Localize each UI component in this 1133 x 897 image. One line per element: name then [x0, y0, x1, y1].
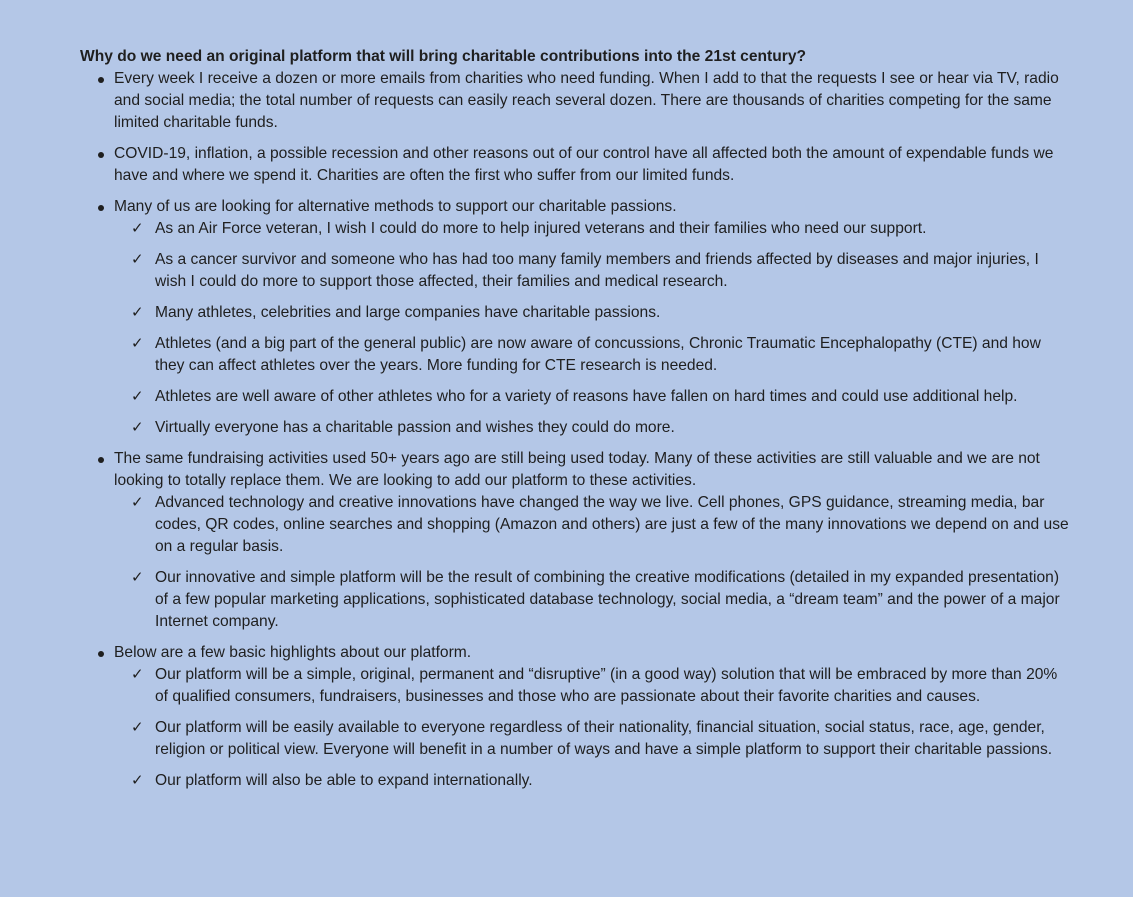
checkmark-icon: ✓ — [131, 494, 144, 511]
bullet-dot-icon — [98, 77, 104, 83]
checkmark-icon: ✓ — [131, 772, 144, 789]
bullet-text: Every week I receive a dozen or more emails from charities who need funding. When I add to that the requests I see or hear via TV, radio and social media; the total number of requests can easily reach several dozen. There are thousands of charities competing for the same limited charitable funds. — [114, 70, 1059, 131]
bullet-item — [80, 642, 1073, 792]
check-text: Our platform will also be able to expand internationally. — [155, 772, 533, 789]
check-item — [114, 333, 1073, 377]
checkmark-icon: ✓ — [131, 335, 144, 352]
check-text: As a cancer survivor and someone who has had too many family members and friends affected by diseases and major injuries, I wish I could do more to support those affected, their families and medical research. — [155, 251, 1039, 290]
checkmark-icon: ✓ — [131, 569, 144, 586]
check-item — [114, 770, 1073, 792]
checkmark-icon: ✓ — [131, 251, 144, 268]
bullet-dot-icon — [98, 152, 104, 158]
check-list — [114, 492, 1073, 633]
bullet-text: The same fundraising activities used 50+ years ago are still being used today. Many of these activities are still valuable and we are not looking to totally replace them. We are looking to add our platform to these activities. — [114, 450, 1040, 489]
checkmark-icon: ✓ — [131, 666, 144, 683]
check-text: Our platform will be easily available to everyone regardless of their nationality, financial situation, social status, race, age, gender, religion or political view. Everyone will benefit in a number of ways and have a simple platform to support their charitable passions. — [155, 719, 1053, 758]
check-item — [114, 417, 1073, 439]
check-text: Our innovative and simple platform will be the result of combining the creative modifications (detailed in my expanded presentation) of a few popular marketing applications, sophisticated database technology, social media, a “dream team” and the power of a major Internet company. — [155, 569, 1060, 630]
bullet-item — [80, 448, 1073, 633]
bullet-list — [80, 68, 1073, 792]
check-item — [114, 492, 1073, 558]
checkmark-icon: ✓ — [131, 220, 144, 237]
page-heading: Why do we need an original platform that will bring charitable contributions into the 21st century? — [80, 48, 807, 65]
check-text: Many athletes, celebrities and large companies have charitable passions. — [155, 304, 661, 321]
check-text: Our platform will be a simple, original, permanent and “disruptive” (in a good way) solution that will be embraced by more than 20% of qualified consumers, fundraisers, businesses and those who are passionate about their favorite charities and causes. — [155, 666, 1058, 705]
bullet-item — [80, 68, 1073, 134]
check-item — [114, 386, 1073, 408]
bullet-dot-icon — [98, 205, 104, 211]
check-text: Advanced technology and creative innovations have changed the way we live. Cell phones, GPS guidance, streaming media, bar codes, QR codes, online searches and shopping (Amazon and others) are just a few of the many innovations we depend on and use on a regular basis. — [155, 494, 1069, 555]
checkmark-icon: ✓ — [131, 419, 144, 436]
bullet-text: Many of us are looking for alternative methods to support our charitable passions. — [114, 198, 677, 215]
check-list — [114, 664, 1073, 792]
check-item — [114, 567, 1073, 633]
check-item — [114, 218, 1073, 240]
checkmark-icon: ✓ — [131, 719, 144, 736]
check-text: Athletes are well aware of other athletes who for a variety of reasons have fallen on hard times and could use additional help. — [155, 388, 1018, 405]
check-item — [114, 302, 1073, 324]
bullet-text: Below are a few basic highlights about our platform. — [114, 644, 472, 661]
check-text: Virtually everyone has a charitable passion and wishes they could do more. — [155, 419, 675, 436]
bullet-text: COVID-19, inflation, a possible recession and other reasons out of our control have all affected both the amount of expendable funds we have and where we spend it. Charities are often the first who suffer from our limited funds. — [114, 145, 1054, 184]
checkmark-icon: ✓ — [131, 388, 144, 405]
bullet-dot-icon — [98, 651, 104, 657]
checkmark-icon: ✓ — [131, 304, 144, 321]
check-item — [114, 664, 1073, 708]
check-text: As an Air Force veteran, I wish I could do more to help injured veterans and their families who need our support. — [155, 220, 927, 237]
bullet-item — [80, 196, 1073, 439]
check-item — [114, 249, 1073, 293]
bullet-item — [80, 143, 1073, 187]
check-list — [114, 218, 1073, 439]
bullet-dot-icon — [98, 457, 104, 463]
check-text: Athletes (and a big part of the general public) are now aware of concussions, Chronic Traumatic Encephalopathy (CTE) and how they can affect athletes over the years. More funding for CTE research is needed. — [155, 335, 1041, 374]
check-item — [114, 717, 1073, 761]
